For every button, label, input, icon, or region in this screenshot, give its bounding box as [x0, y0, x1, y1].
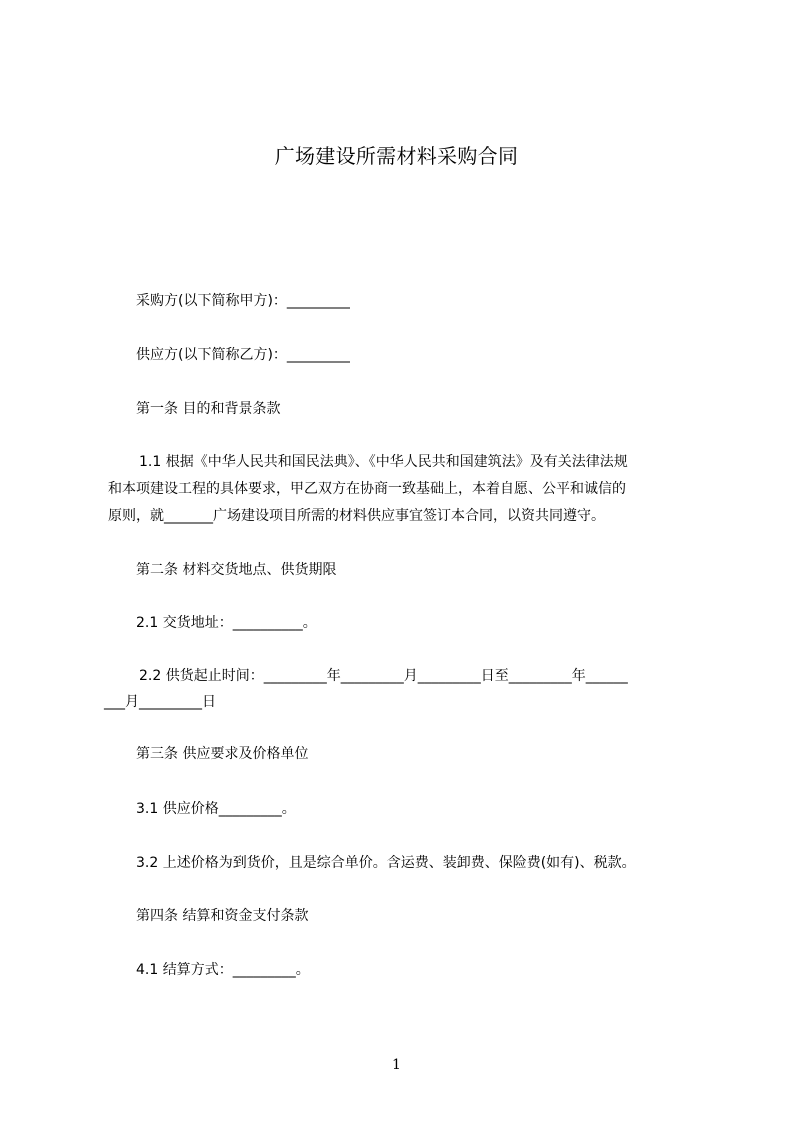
article-1-heading: 第一条 目的和背景条款: [136, 401, 281, 417]
supplier-line: 供应方(以下简称乙方)：_________: [136, 347, 350, 363]
article-2-heading: 第二条 材料交货地点、供货期限: [136, 562, 337, 578]
clause-1-1-line-1: 1.1 根据《中华人民共和国民法典》、《中华人民共和国建筑法》及有关法律法规: [139, 454, 628, 470]
clause-2-2-line-2: ___月_________日: [104, 694, 216, 710]
article-4-heading: 第四条 结算和资金支付条款: [136, 908, 309, 924]
page-number: 1: [392, 1057, 401, 1073]
article-3-heading: 第三条 供应要求及价格单位: [136, 746, 309, 762]
clause-2-1: 2.1 交货地址：__________。: [136, 615, 317, 631]
document-title: 广场建设所需材料采购合同: [274, 144, 519, 168]
clause-3-2: 3.2 上述价格为到货价，且是综合单价。含运费、装卸费、保险费(如有)、税款。: [136, 855, 636, 871]
purchaser-line: 采购方(以下简称甲方)：_________: [136, 293, 350, 309]
clause-1-1-line-2: 和本项建设工程的具体要求，甲乙双方在协商一致基础上，本着自愿、公平和诚信的: [108, 481, 626, 497]
clause-3-1: 3.1 供应价格_________。: [136, 801, 296, 817]
clause-2-2-line-1: 2.2 供货起止时间：_________年_________月_________日至_________年______: [139, 668, 628, 684]
clause-1-1-line-3: 原则，就_______广场建设项目所需的材料供应事宜签订本合同，以资共同遵守。: [108, 508, 605, 524]
clause-4-1: 4.1 结算方式：_________。: [136, 962, 310, 978]
